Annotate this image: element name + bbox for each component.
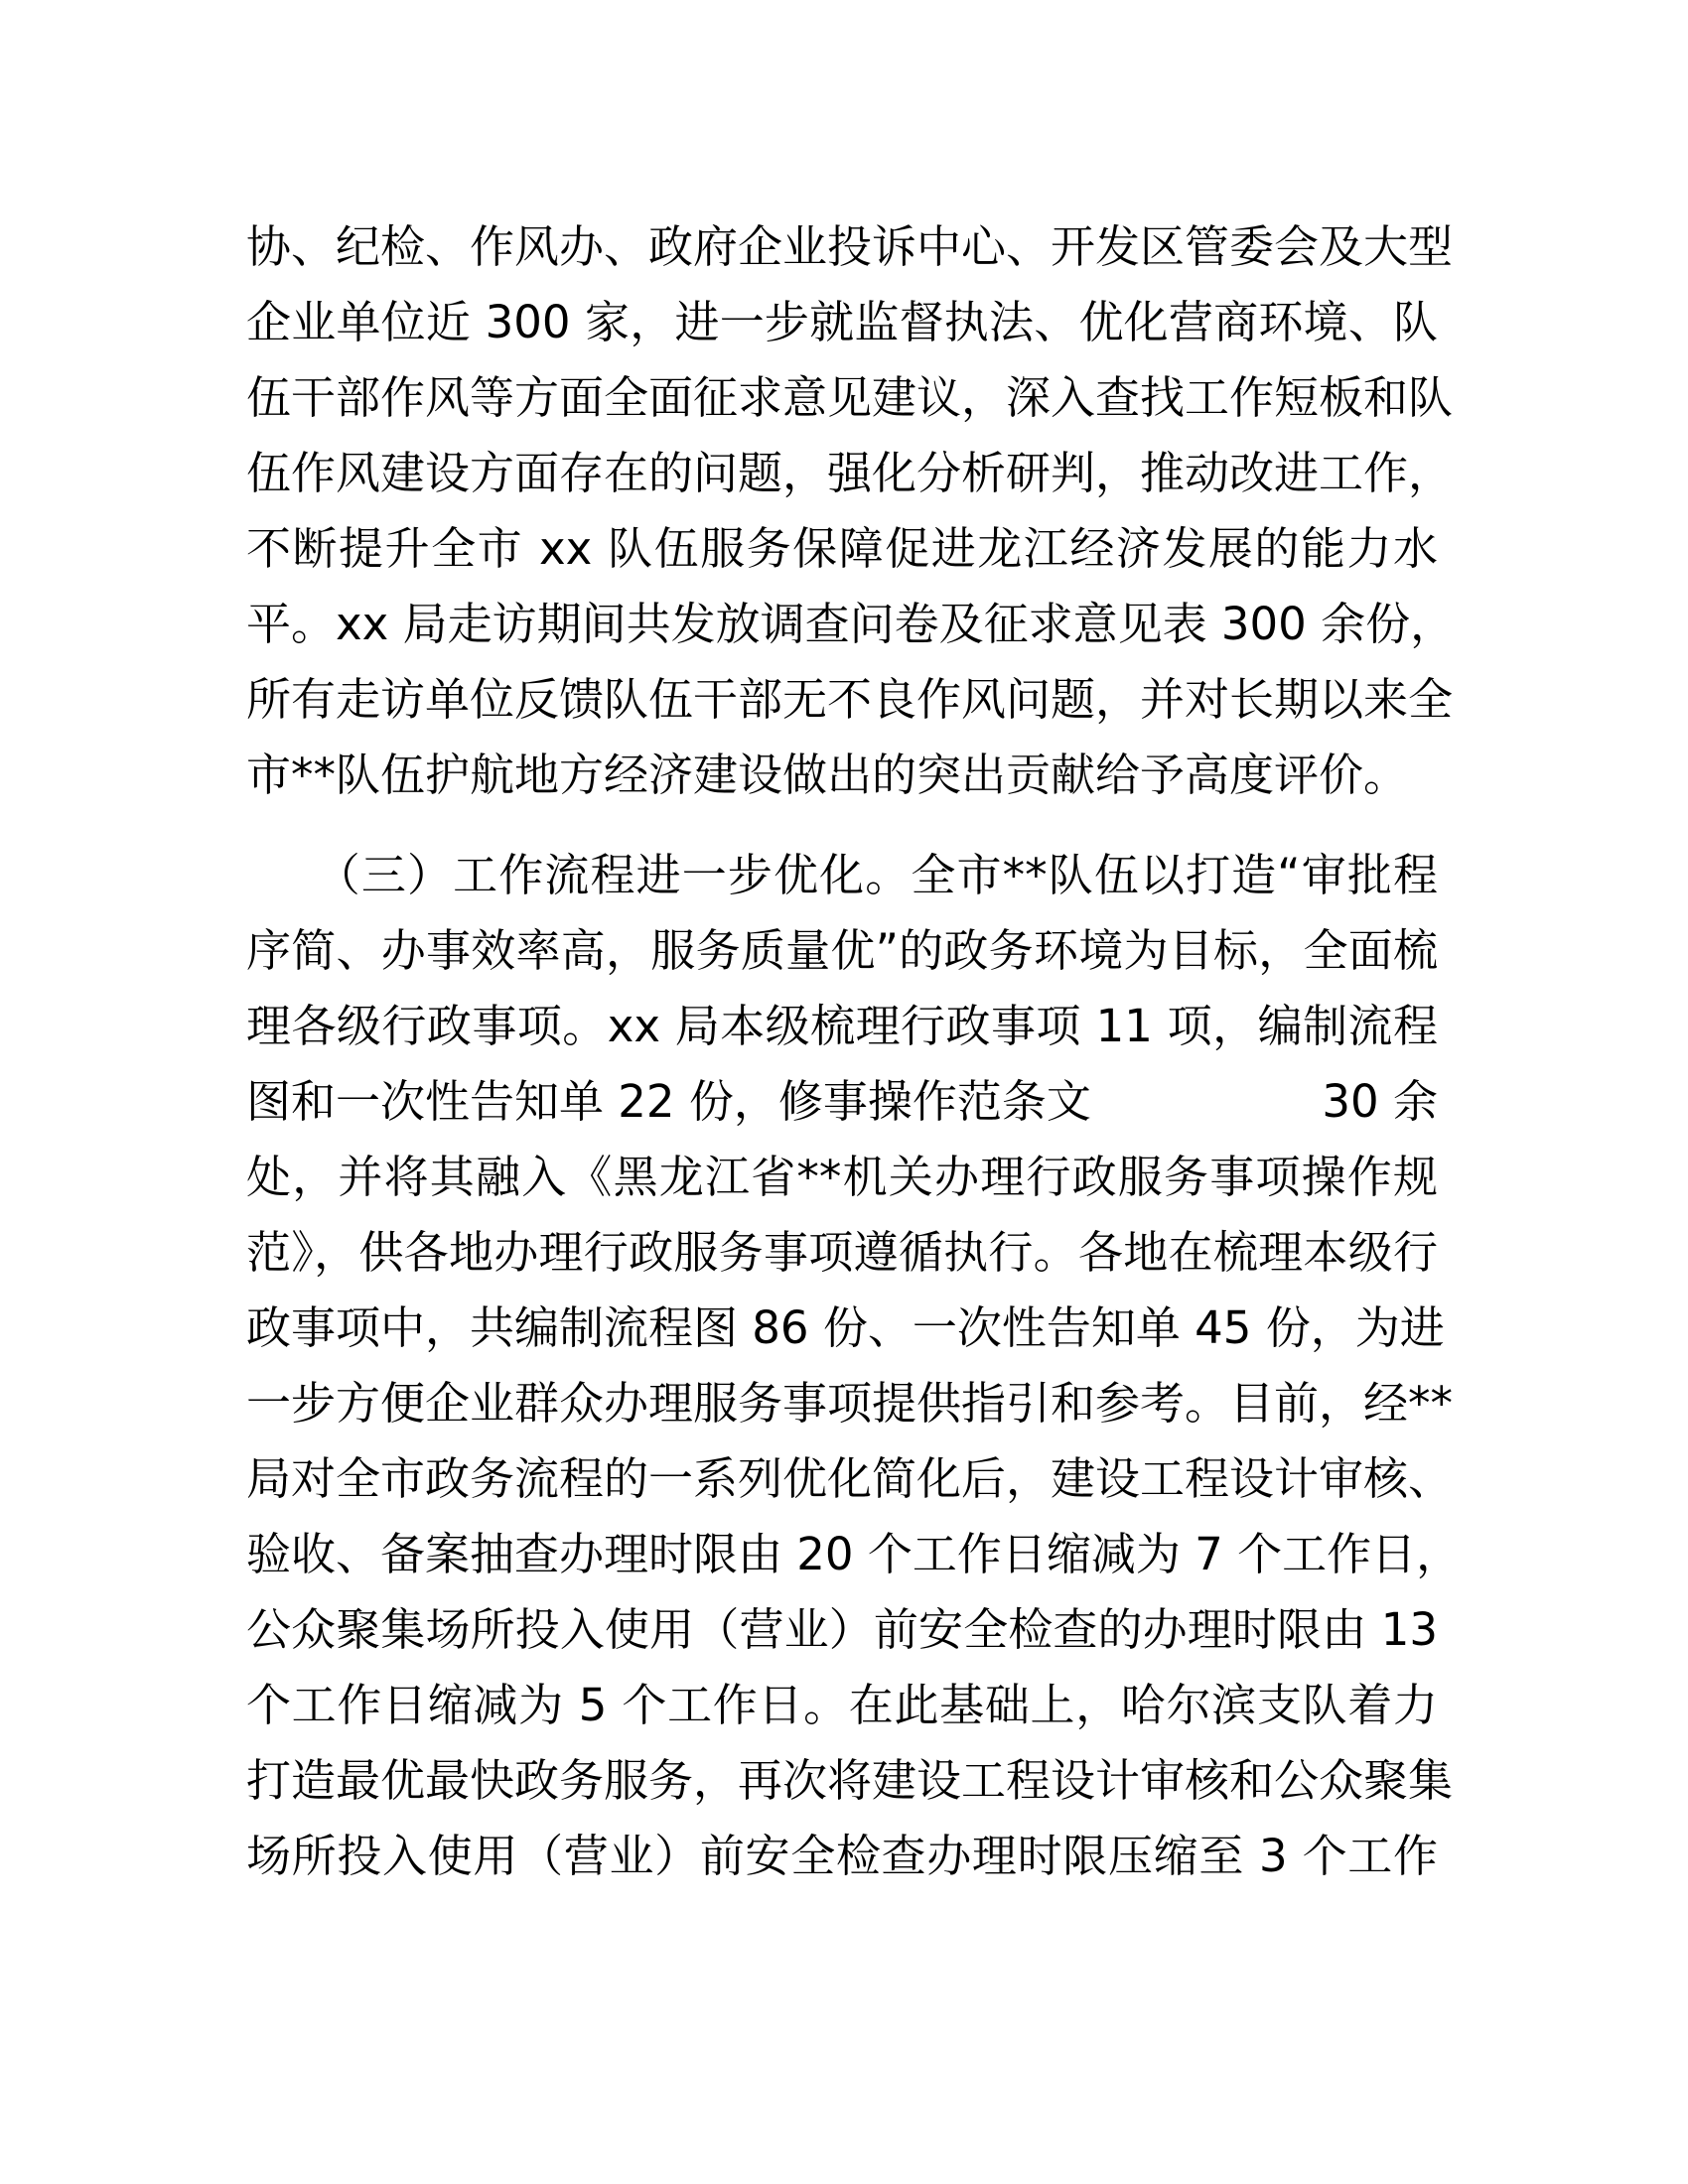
text-line: 局对全市政务流程的一系列优化简化后，建设工程设计审核、 [246,1452,1454,1505]
text-line: 所有走访单位反馈队伍干部无不良作风问题，并对长期以来全 [246,673,1454,726]
text-line: 市**队伍护航地方经济建设做出的突出贡献给予高度评价。 [246,749,1409,801]
text-line: 理各级行政事项。xx 局本级梳理行政事项 11 项，编制流程 [246,1000,1438,1052]
text-line: 伍干部作风等方面全面征求意见建议，深入查找工作短板和队 [246,371,1454,424]
text-line: 协、纪检、作风办、政府企业投诉中心、开发区管委会及大型 [246,220,1454,273]
text-line-start: 图和一次性告知单 22 份，修事操作范条文 [246,1075,1091,1128]
text-line: 企业单位近 300 家，进一步就监督执法、优化营商环境、队 [246,296,1438,348]
text-line: 政事项中，共编制流程图 86 份、一次性告知单 45 份，为进 [246,1301,1445,1354]
text-line: 验收、备案抽查办理时限由 20 个工作日缩减为 7 个工作日， [246,1528,1462,1580]
text-line: 打造最优最快政务服务，再次将建设工程设计审核和公众聚集 [246,1754,1454,1807]
text-line: 伍作风建设方面存在的问题，强化分析研判，推动改进工作， [246,447,1454,499]
text-line: 一步方便企业群众办理服务事项提供指引和参考。目前，经** [246,1377,1454,1430]
text-line: 不断提升全市 xx 队伍服务保障促进龙江经济发展的能力水 [246,522,1438,575]
text-line: 个工作日缩减为 5 个工作日。在此基础上，哈尔滨支队着力 [246,1679,1438,1731]
text-line: 场所投入使用（营业）前安全检查办理时限压缩至 3 个工作 [246,1830,1438,1882]
paragraph-1 [246,209,1456,813]
text-line: 公众聚集场所投入使用（营业）前安全检查的办理时限由 13 [246,1603,1438,1656]
text-line: 序简、办事效率高，服务质量优”的政务环境为目标，全面梳 [246,924,1438,977]
section-heading-line: （三）工作流程进一步优化。全市**队伍以打造“审批程 [246,849,1438,901]
paragraph-2 [246,838,1462,1894]
text-line-with-gap [246,1064,1438,1140]
text-line: 处，并将其融入《黑龙江省**机关办理行政服务事项操作规 [246,1151,1438,1203]
text-line: 平。xx 局走访期间共发放调查问卷及征求意见表 300 余份， [246,598,1456,650]
text-line: 范》，供各地办理行政服务事项遵循执行。各地在梳理本级行 [246,1226,1438,1279]
text-line-end: 30 余 [1322,1075,1438,1128]
